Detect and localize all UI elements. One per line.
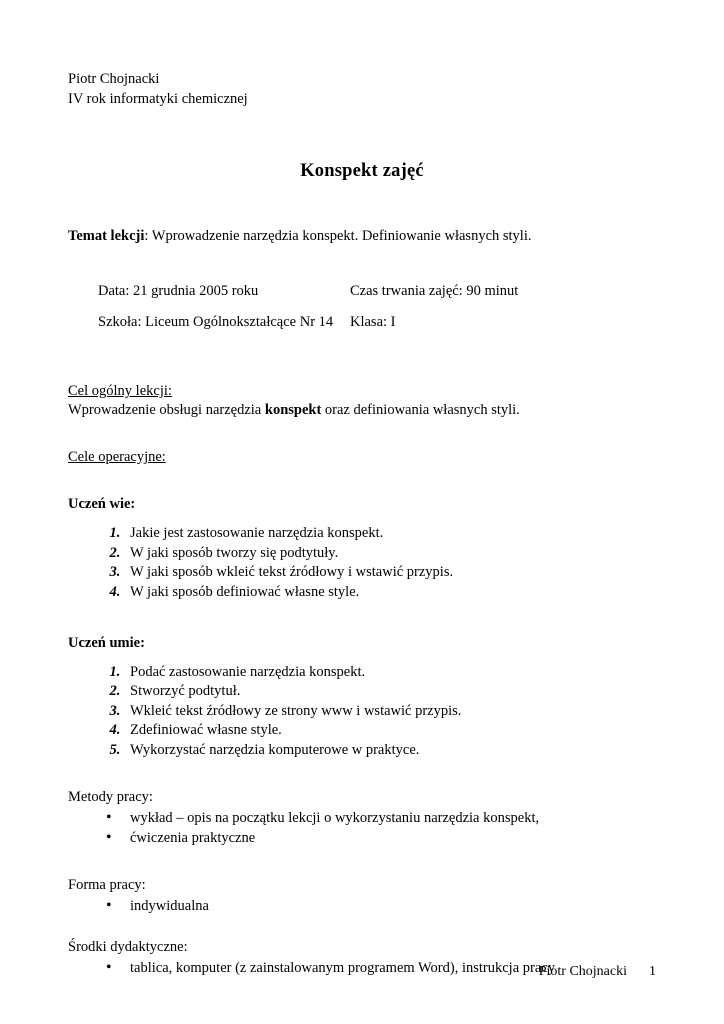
page-footer	[539, 964, 656, 980]
list-item: • tablica, komputer (z zainstalowanym programem Word), instrukcja pracy	[124, 960, 656, 977]
footer-author: Piotr Chojnacki	[538, 964, 627, 979]
general-goal-text-bold: konspekt	[264, 402, 322, 419]
form-list	[68, 898, 656, 915]
meta-row	[98, 314, 656, 331]
student-knows-heading: Uczeń wie:	[68, 496, 136, 513]
meta-duration: Czas trwania zajęć: 90 minut	[350, 283, 519, 300]
topic-text: Wprowadzenie narzędzia konspekt. Definiowanie własnych styli.	[151, 228, 532, 245]
topic-label: Temat lekcji	[68, 228, 145, 245]
list-item: 1. Podać zastosowanie narzędzia konspekt.	[124, 664, 656, 681]
lesson-meta	[98, 283, 656, 331]
list-item: 4. W jaki sposób definiować własne style.	[124, 584, 656, 601]
list-item: 5. Wykorzystać narzędzia komputerowe w praktyce.	[124, 742, 656, 759]
general-goal-text	[68, 402, 656, 419]
form-heading: Forma pracy:	[68, 876, 146, 893]
general-goal-text-before: Wprowadzenie obsługi narzędzia	[68, 402, 265, 419]
topic-separator: :	[144, 228, 152, 245]
author-affiliation: IV rok informatyki chemicznej	[68, 90, 248, 107]
list-item: 2. W jaki sposób tworzy się podtytuły.	[124, 545, 656, 562]
general-goal-text-after: oraz definiowania własnych styli.	[321, 402, 520, 419]
list-item: • indywidualna	[124, 898, 656, 915]
meta-school: Szkoła: Liceum Ogólnokształcące Nr 14	[98, 314, 334, 331]
list-item: 4. Zdefiniować własne style.	[124, 722, 656, 739]
list-item: • ćwiczenia praktyczne	[124, 830, 656, 847]
list-item: • wykład – opis na początku lekcji o wykorzystaniu narzędzia konspekt,	[124, 810, 656, 827]
operational-goals-heading: Cele operacyjne:	[68, 449, 166, 466]
list-item: 3. Wkleić tekst źródłowy ze strony www i wstawić przypis.	[124, 703, 656, 720]
list-item: 3. W jaki sposób wkleić tekst źródłowy i wstawić przypis.	[124, 564, 656, 581]
general-goal-heading: Cel ogólny lekcji:	[68, 383, 172, 400]
methods-heading: Metody pracy:	[68, 788, 153, 805]
meta-class: Klasa: I	[350, 314, 396, 331]
meta-row	[98, 283, 656, 300]
list-item: 2. Stworzyć podtytuł.	[124, 683, 656, 700]
resources-heading: Środki dydaktyczne:	[68, 938, 188, 955]
author-block	[68, 70, 656, 109]
page-title: Konspekt zajęć	[300, 161, 424, 182]
student-can-heading: Uczeń umie:	[68, 634, 145, 651]
meta-date: Data: 21 grudnia 2005 roku	[98, 283, 259, 300]
methods-list	[68, 810, 656, 847]
list-item: 1. Jakie jest zastosowanie narzędzia konspekt.	[124, 525, 656, 542]
author-name: Piotr Chojnacki	[68, 71, 160, 87]
student-can-list	[68, 664, 656, 759]
student-knows-list	[68, 525, 656, 601]
footer-page-number: 1	[649, 964, 656, 979]
topic-line	[68, 228, 656, 245]
